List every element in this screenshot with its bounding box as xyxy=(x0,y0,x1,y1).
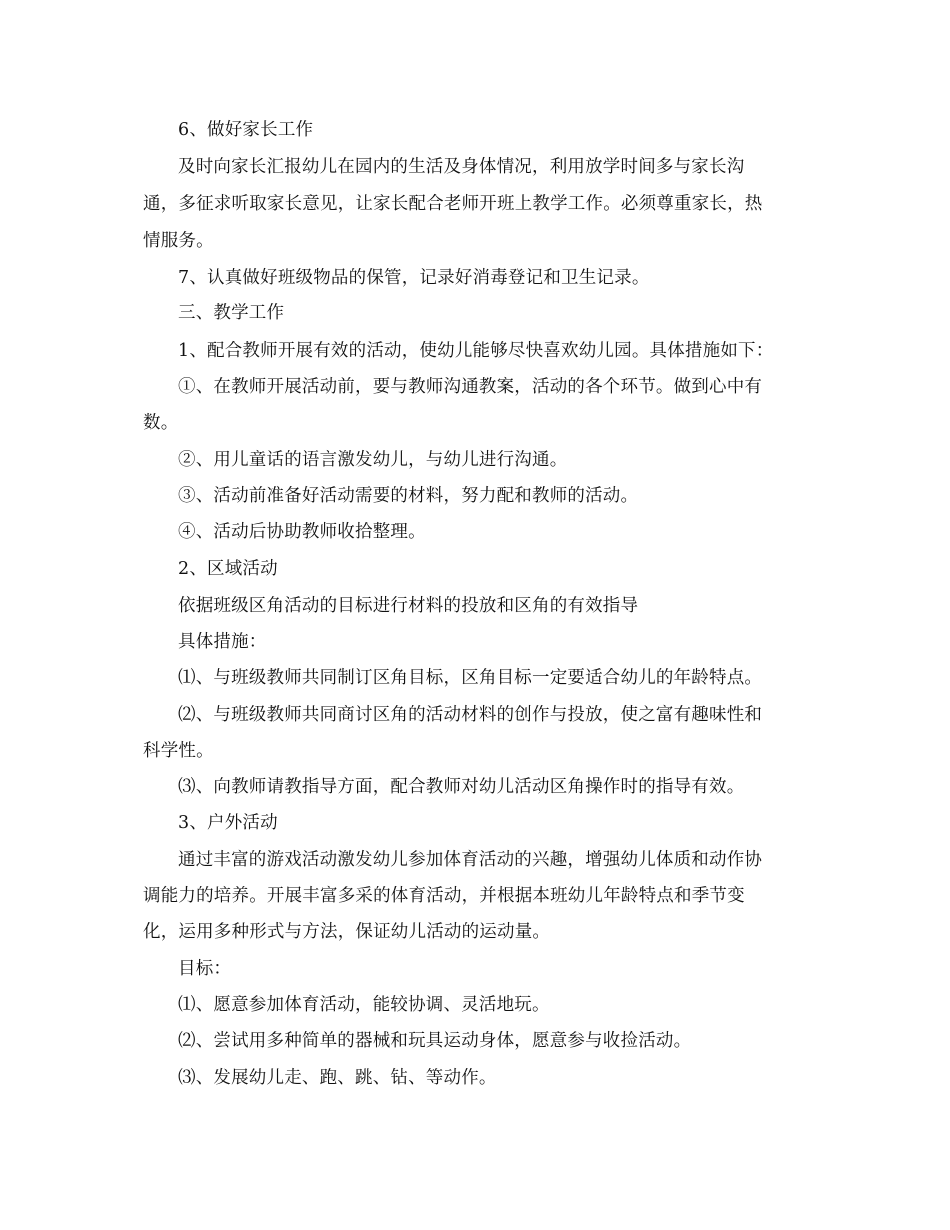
list-item-continuation: 科学性。 xyxy=(143,741,214,761)
paragraph-line: 7、认真做好班级物品的保管，记录好消毒登记和卫生记录。 xyxy=(178,268,650,288)
list-item: ⑴、与班级教师共同制订区角目标，区角目标一定要适合幼儿的年龄特点。 xyxy=(178,668,763,688)
paragraph-line: 通过丰富的游戏活动激发幼儿参加体育活动的兴趣，增强幼儿体质和动作协 xyxy=(178,850,763,870)
list-item: ①、在教师开展活动前，要与教师沟通教案，活动的各个环节。做到心中有 xyxy=(178,377,763,397)
section-heading-teaching: 三、教学工作 xyxy=(178,303,285,323)
heading-area-activities: 2、区域活动 xyxy=(178,559,278,579)
paragraph-line: 依据班级区角活动的目标进行材料的投放和区角的有效指导 xyxy=(178,596,639,616)
paragraph-line: 化，运用多种形式与方法，保证幼儿活动的运动量。 xyxy=(143,922,551,942)
list-item: ④、活动后协助教师收拾整理。 xyxy=(178,522,426,542)
list-item: ⑶、向教师请教指导方面，配合教师对幼儿活动区角操作时的指导有效。 xyxy=(178,777,745,797)
list-item: ③、活动前准备好活动需要的材料，努力配和教师的活动。 xyxy=(178,486,639,506)
paragraph-line: 通，多征求听取家长意见，让家长配合老师开班上教学工作。必须尊重家长，热 xyxy=(143,194,763,214)
heading-outdoor-activities: 3、户外活动 xyxy=(178,813,278,833)
paragraph-line: 情服务。 xyxy=(143,231,214,251)
paragraph-line: 调能力的培养。开展丰富多采的体育活动，并根据本班幼儿年龄特点和季节变 xyxy=(143,886,745,906)
list-item: ②、用儿童话的语言激发幼儿，与幼儿进行沟通。 xyxy=(178,450,568,470)
list-item: ⑵、尝试用多种简单的器械和玩具运动身体，愿意参与收捡活动。 xyxy=(178,1031,692,1051)
paragraph-line: 及时向家长汇报幼儿在园内的生活及身体情况，利用放学时间多与家长沟 xyxy=(178,157,745,177)
paragraph-line: 1、配合教师开展有效的活动，使幼儿能够尽快喜欢幼儿园。具体措施如下： xyxy=(178,341,774,361)
paragraph-line: 目标： xyxy=(178,959,232,979)
list-item: ⑴、愿意参加体育活动，能较协调、灵活地玩。 xyxy=(178,995,550,1015)
list-item: ⑶、发展幼儿走、跑、跳、钻、等动作。 xyxy=(178,1068,497,1088)
list-item: ⑵、与班级教师共同商讨区角的活动材料的创作与投放，使之富有趣味性和 xyxy=(178,705,763,725)
paragraph-line: 具体措施： xyxy=(178,632,267,652)
list-item-continuation: 数。 xyxy=(143,413,179,433)
heading-parent-work: 6、做好家长工作 xyxy=(178,120,314,140)
